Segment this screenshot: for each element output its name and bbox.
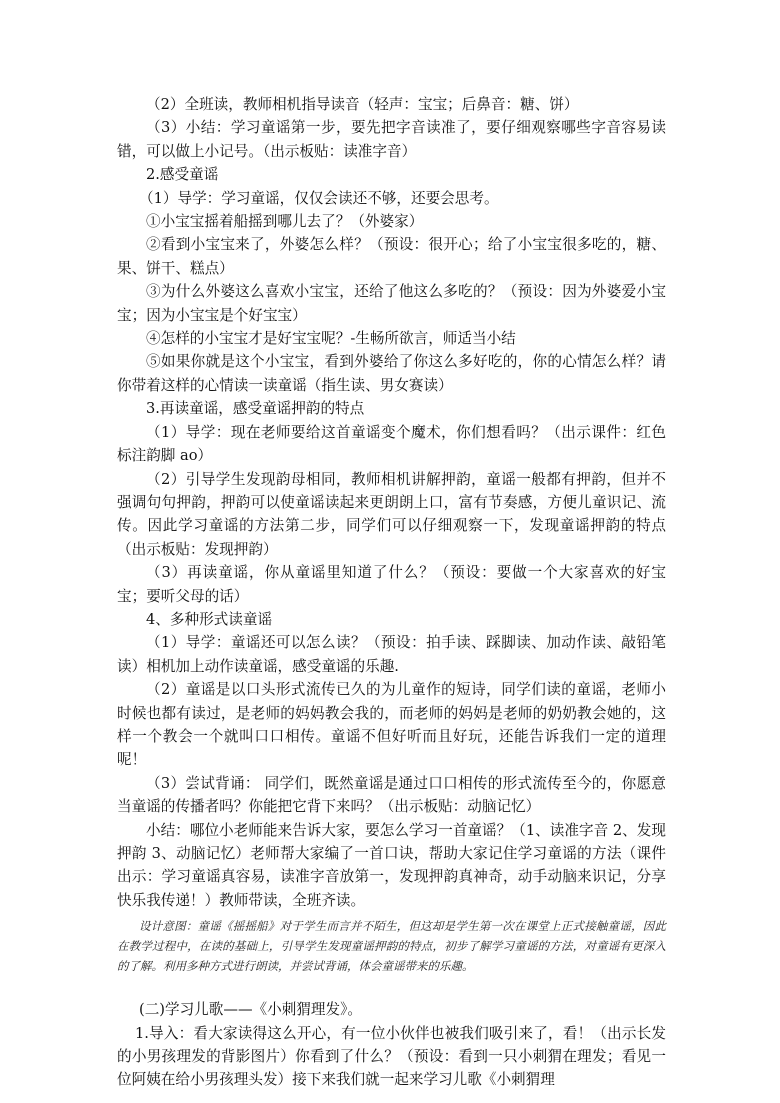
paragraph-summary-mnemonic: 小结：哪位小老师能来告诉大家，要怎么学习一首童谣？（1、读准字音 2、发现押韵 3、动脑记忆）老师帮大家编了一首口诀，帮助大家记住学习童谣的方法（课件出示：学习童谣真容易，读准字音放第一，发现押韵真神奇，动手动脑来识记，分享快乐我传递！）教师带读，全班齐读。 xyxy=(117,821,666,909)
question-5: ⑤如果你就是这个小宝宝，看到外婆给了你这么多好吃的，你的心情怎么样？请你带着这样的心情读一读童谣（指生读、男女赛读） xyxy=(117,353,666,394)
heading-multiple-reading-forms: 4、多种形式读童谣 xyxy=(146,610,273,628)
question-3: ③为什么外婆这么喜欢小宝宝，还给了他这么多吃的？（预设：因为外婆爱小宝宝；因为小宝宝是个好宝宝） xyxy=(117,283,666,324)
question-4: ④怎样的小宝宝才是好宝宝呢？-生畅所欲言，师适当小结 xyxy=(146,330,516,348)
design-intent-note: 设计意图：童谣《摇摇船》对于学生而言并不陌生，但这却是学生第一次在课堂上正式接触童谣，因此在教学过程中，在读的基础上，引导学生发现童谣押韵的特点，初步了解学习童谣的方法，对童谣有更深入的了解。利用多种方式进行朗读，并尝试背诵，体会童谣带来的乐趣。 xyxy=(117,919,666,974)
paragraph-reread-learned: （3）再读童谣，你从童谣里知道了什么？（预设：要做一个大家喜欢的好宝宝；要听父母的话） xyxy=(117,564,666,605)
paragraph-try-reciting: （3）尝试背诵： 同学们，既然童谣是通过口口相传的形式流传至今的，你愿意当童谣的传播者吗？你能把它背下来吗？（出示板贴：动脑记忆） xyxy=(117,774,666,816)
section-spacer xyxy=(117,976,666,998)
paragraph-oral-tradition: （2）童谣是以口头形式流传已久的为儿童作的短诗，同学们读的童谣，老师小时候也都有读过，是老师的妈妈教会我的，而老师的妈妈是老师的奶奶教会她的，这样一个教会一个就叫口口相传。童谣不但好听而且好玩，还能告诉我们一定的道理呢！ xyxy=(117,681,666,769)
paragraph-rhyme-explanation: （2）引导学生发现韵母相同，教师相机讲解押韵，童谣一般都有押韵，但并不强调句句押韵，押韵可以使童谣读起来更朗朗上口，富有节奏感，方便儿童识记、流传。因此学习童谣的方法第二步，同学们可以仔细观察一下，发现童谣押韵的特点（出示板贴：发现押韵） xyxy=(117,470,666,558)
paragraph-how-else-read: （1）导学：童谣还可以怎么读？（预设：拍手读、踩脚读、加动作读、敲铅笔读）相机加上动作读童谣，感受童谣的乐趣. xyxy=(117,634,666,675)
paragraph-guided-learning-think: （1）导学：学习童谣，仅仅会读还不够，还要会思考。 xyxy=(139,189,499,207)
paragraph-whole-class-reading: （2）全班读，教师相机指导读音（轻声：宝宝；后鼻音：糖、饼） xyxy=(146,96,579,113)
paragraph-summary-step-one: （3）小结：学习童谣第一步，要先把字音读准了，要仔细观察哪些字音容易读错，可以做上小记号。（出示板贴：读准字音） xyxy=(117,119,666,160)
paragraph-introduction: 1.导入：看大家读得这么开心，有一位小伙伴也被我们吸引来了，看！（出示长发的小男孩理发的背影图片）你看到了什么？（预设：看到一只小刺猬在理发；看见一位阿姨在给小男孩理头发）接下来我们就一起来学习儿歌《小刺猬理 xyxy=(117,1024,666,1089)
question-2: ②看到小宝宝来了，外婆怎么样？（预设：很开心；给了小宝宝很多吃的，糖、果、饼干、糕点） xyxy=(117,236,666,277)
paragraph-magic-trick: （1）导学：现在老师要给这首童谣变个魔术，你们想看吗？（出示课件：红色标注韵脚 ao） xyxy=(117,423,666,465)
question-1: ①小宝宝摇着船摇到哪儿去了？（外婆家） xyxy=(146,213,424,231)
heading-reread-rhyme: 3.再读童谣，感受童谣押韵的特点 xyxy=(146,400,365,418)
section-heading-little-hedgehog: (二)学习儿歌——《小刺猬理发》。 xyxy=(139,1001,362,1019)
heading-feel-nursery-rhyme: 2.感受童谣 xyxy=(146,166,219,184)
document-body xyxy=(117,93,666,1092)
